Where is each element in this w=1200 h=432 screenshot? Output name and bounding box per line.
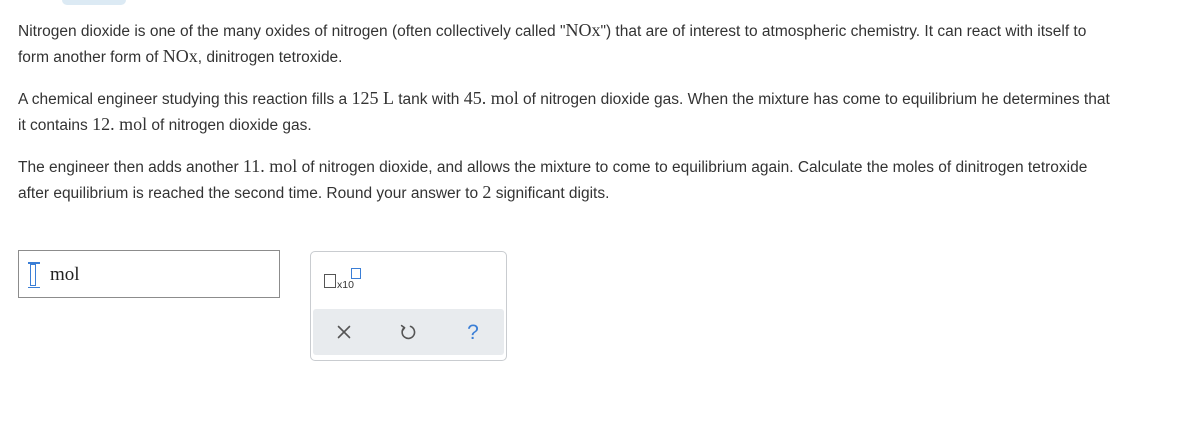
help-glyph: ? — [467, 321, 479, 344]
paragraph-line — [18, 154, 1196, 180]
text-run: form another form of — [18, 49, 163, 66]
equilibrium-moles: 12. mol — [92, 114, 148, 134]
help-button[interactable] — [458, 317, 488, 347]
scientific-notation-button[interactable] — [324, 268, 364, 294]
action-bar — [313, 309, 504, 355]
text-run: significant digits. — [491, 185, 610, 202]
initial-moles: 45. mol — [463, 88, 519, 108]
added-moles: 11. mol — [242, 156, 298, 176]
formula-nox: NOx — [565, 20, 601, 40]
text-run: of nitrogen dioxide, and allows the mixture to come to equilibrium again. Calculate the moles of dinitrogen tetroxide — [297, 159, 1088, 176]
significant-digits: 2 — [482, 182, 492, 202]
text-run: it contains — [18, 117, 93, 134]
text-run: The engineer then adds another — [18, 159, 243, 176]
exponent-box-icon — [351, 268, 361, 279]
formula-nox: NOx — [162, 46, 198, 66]
question-paragraph-2 — [18, 86, 1196, 138]
paragraph-line — [18, 18, 1196, 44]
paragraph-line — [18, 112, 1196, 138]
help-icon — [458, 317, 488, 347]
undo-button[interactable] — [393, 317, 423, 347]
question-paragraph-3 — [18, 154, 1196, 206]
text-run: , dinitrogen tetroxide. — [197, 49, 343, 66]
text-run: tank with — [393, 91, 464, 108]
unit-label: mol — [50, 264, 80, 285]
question-text — [18, 18, 1196, 222]
text-run: A chemical engineer studying this reaction fills a — [18, 91, 352, 108]
text-run: after equilibrium is reached the second time. Round your answer to — [18, 185, 483, 202]
paragraph-line — [18, 180, 1196, 206]
input-cursor-icon — [28, 262, 40, 288]
base-box-icon — [324, 274, 336, 288]
text-run: of nitrogen dioxide gas. — [147, 117, 312, 134]
text-run: Nitrogen dioxide is one of the many oxides of nitrogen (often collectively called " — [18, 23, 566, 40]
undo-icon — [393, 317, 423, 347]
question-paragraph-1 — [18, 18, 1196, 70]
tank-volume: 125 L — [351, 88, 394, 108]
paragraph-line — [18, 86, 1196, 112]
paragraph-line — [18, 44, 1196, 70]
text-run: of nitrogen dioxide gas. When the mixture has come to equilibrium he determines that — [518, 91, 1110, 108]
text-run: ") that are of interest to atmospheric chemistry. It can react with itself to — [600, 23, 1087, 40]
answer-input[interactable] — [18, 250, 280, 298]
clear-button[interactable] — [329, 317, 359, 347]
x10-label: x10 — [337, 279, 354, 291]
top-tab-indicator — [62, 0, 126, 5]
answer-tools-panel — [310, 251, 507, 361]
close-icon — [329, 317, 359, 347]
